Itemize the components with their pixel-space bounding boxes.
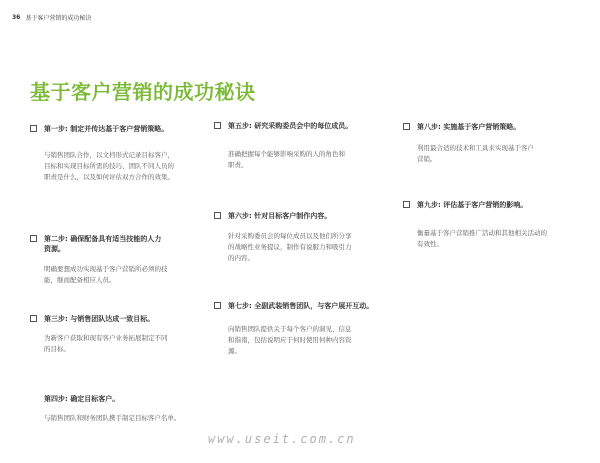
desc-line: 利用最合适的技术和工具来实现基于客户 xyxy=(417,144,534,152)
step-6-heading: 第六步: 针对目标客户制作内容。 xyxy=(228,212,332,220)
step-1-description xyxy=(30,150,206,183)
step-2 xyxy=(30,234,206,286)
step-4 xyxy=(30,394,220,424)
step-3 xyxy=(30,314,206,355)
step-heading xyxy=(403,200,593,210)
step-6 xyxy=(214,211,394,264)
checkbox-icon[interactable] xyxy=(403,123,410,130)
step-heading xyxy=(214,211,394,221)
desc-line: 的内容。 xyxy=(228,254,254,262)
desc-line: 明确要想成功实现基于客户营销所必须的技 xyxy=(44,265,168,273)
desc-line: 目标和实现目标所需的技巧、团队不同人员的 xyxy=(44,162,174,170)
step-5-heading: 第五步: 研究采购委员会中的每位成员。 xyxy=(228,122,353,130)
step-heading xyxy=(214,301,404,311)
step-7-heading: 第七步: 全副武装销售团队，与客户展开互动。 xyxy=(228,302,374,310)
page-number: 36 xyxy=(12,14,21,21)
page-title: 基于客户营销的成功秘诀 xyxy=(30,80,256,104)
desc-line: 的目标。 xyxy=(44,345,70,353)
desc-line: 源。 xyxy=(228,347,241,355)
step-1 xyxy=(30,124,206,183)
desc-line: 与销售团队合作，以文档形式记录目标客户， xyxy=(44,151,174,159)
step-heading xyxy=(403,122,583,132)
desc-line: 准确把握每个能够影响采购的人的角色和 xyxy=(228,150,345,158)
step-8-description xyxy=(403,143,583,165)
desc-line: 的战略性业务提议，制作有说服力和吸引力 xyxy=(228,243,352,251)
watermark: www.useit.com.cn xyxy=(208,432,356,446)
desc-line: 与销售团队和财务团队携手制定目标客户名单。 xyxy=(44,414,181,422)
step-5-description xyxy=(214,149,394,171)
desc-line: 为新客户获取和现有客户业务拓展制定不同 xyxy=(44,334,168,342)
checkbox-icon[interactable] xyxy=(30,125,37,132)
step-4-heading: 第四步: 确定目标客户。 xyxy=(44,395,120,403)
step-7-description xyxy=(214,324,404,357)
step-heading xyxy=(30,234,206,254)
desc-line: 职责是什么，以及如何评估双方合作的效果。 xyxy=(44,173,174,181)
step-7 xyxy=(214,301,404,357)
desc-line: 和指南，包括说明应于何时使用何种内容资 xyxy=(228,336,352,344)
step-1-heading: 第一步: 制定并传达基于客户营销策略。 xyxy=(44,125,169,133)
checkbox-icon[interactable] xyxy=(214,302,221,309)
step-3-description xyxy=(30,333,206,355)
heading-line: 第二步: 确保配备具有适当技能的人力 xyxy=(44,235,162,243)
checkbox-icon[interactable] xyxy=(214,212,221,219)
step-8-heading: 第八步: 实施基于客户营销策略。 xyxy=(417,123,521,131)
desc-line: 衡量基于客户营销推广活动和其他相关活动的 xyxy=(417,229,547,237)
heading-line: 资源。 xyxy=(44,245,65,253)
step-5 xyxy=(214,121,394,171)
checkbox-icon[interactable] xyxy=(30,315,37,322)
checkbox-icon[interactable] xyxy=(214,122,221,129)
checkbox-icon[interactable] xyxy=(403,201,410,208)
checkbox-icon[interactable] xyxy=(30,235,37,242)
step-heading xyxy=(214,121,394,131)
step-8 xyxy=(403,122,583,165)
running-title: 基于客户营销的成功秘诀 xyxy=(25,15,92,22)
step-2-description xyxy=(30,264,206,286)
desc-line: 能，继而配备相应人员。 xyxy=(44,276,116,284)
desc-line: 向销售团队提供关于每个客户的洞见、信息 xyxy=(228,325,352,333)
step-4-description xyxy=(30,413,220,424)
step-9 xyxy=(403,200,593,250)
step-3-heading: 第三步: 与销售团队达成一致目标。 xyxy=(44,315,155,323)
step-heading xyxy=(30,124,206,134)
running-header xyxy=(12,13,91,22)
step-9-heading: 第九步: 评估基于客户营销的影响。 xyxy=(417,201,528,209)
step-heading xyxy=(30,314,206,324)
step-heading xyxy=(30,394,220,404)
desc-line: 职责。 xyxy=(228,161,248,169)
desc-line: 有效性。 xyxy=(417,240,443,248)
step-2-heading xyxy=(44,234,161,254)
desc-line: 针对采购委员会的每位成员以及他们所分享 xyxy=(228,232,352,240)
step-6-description xyxy=(214,231,394,264)
desc-line: 营销。 xyxy=(417,155,437,163)
step-9-description xyxy=(403,228,593,250)
